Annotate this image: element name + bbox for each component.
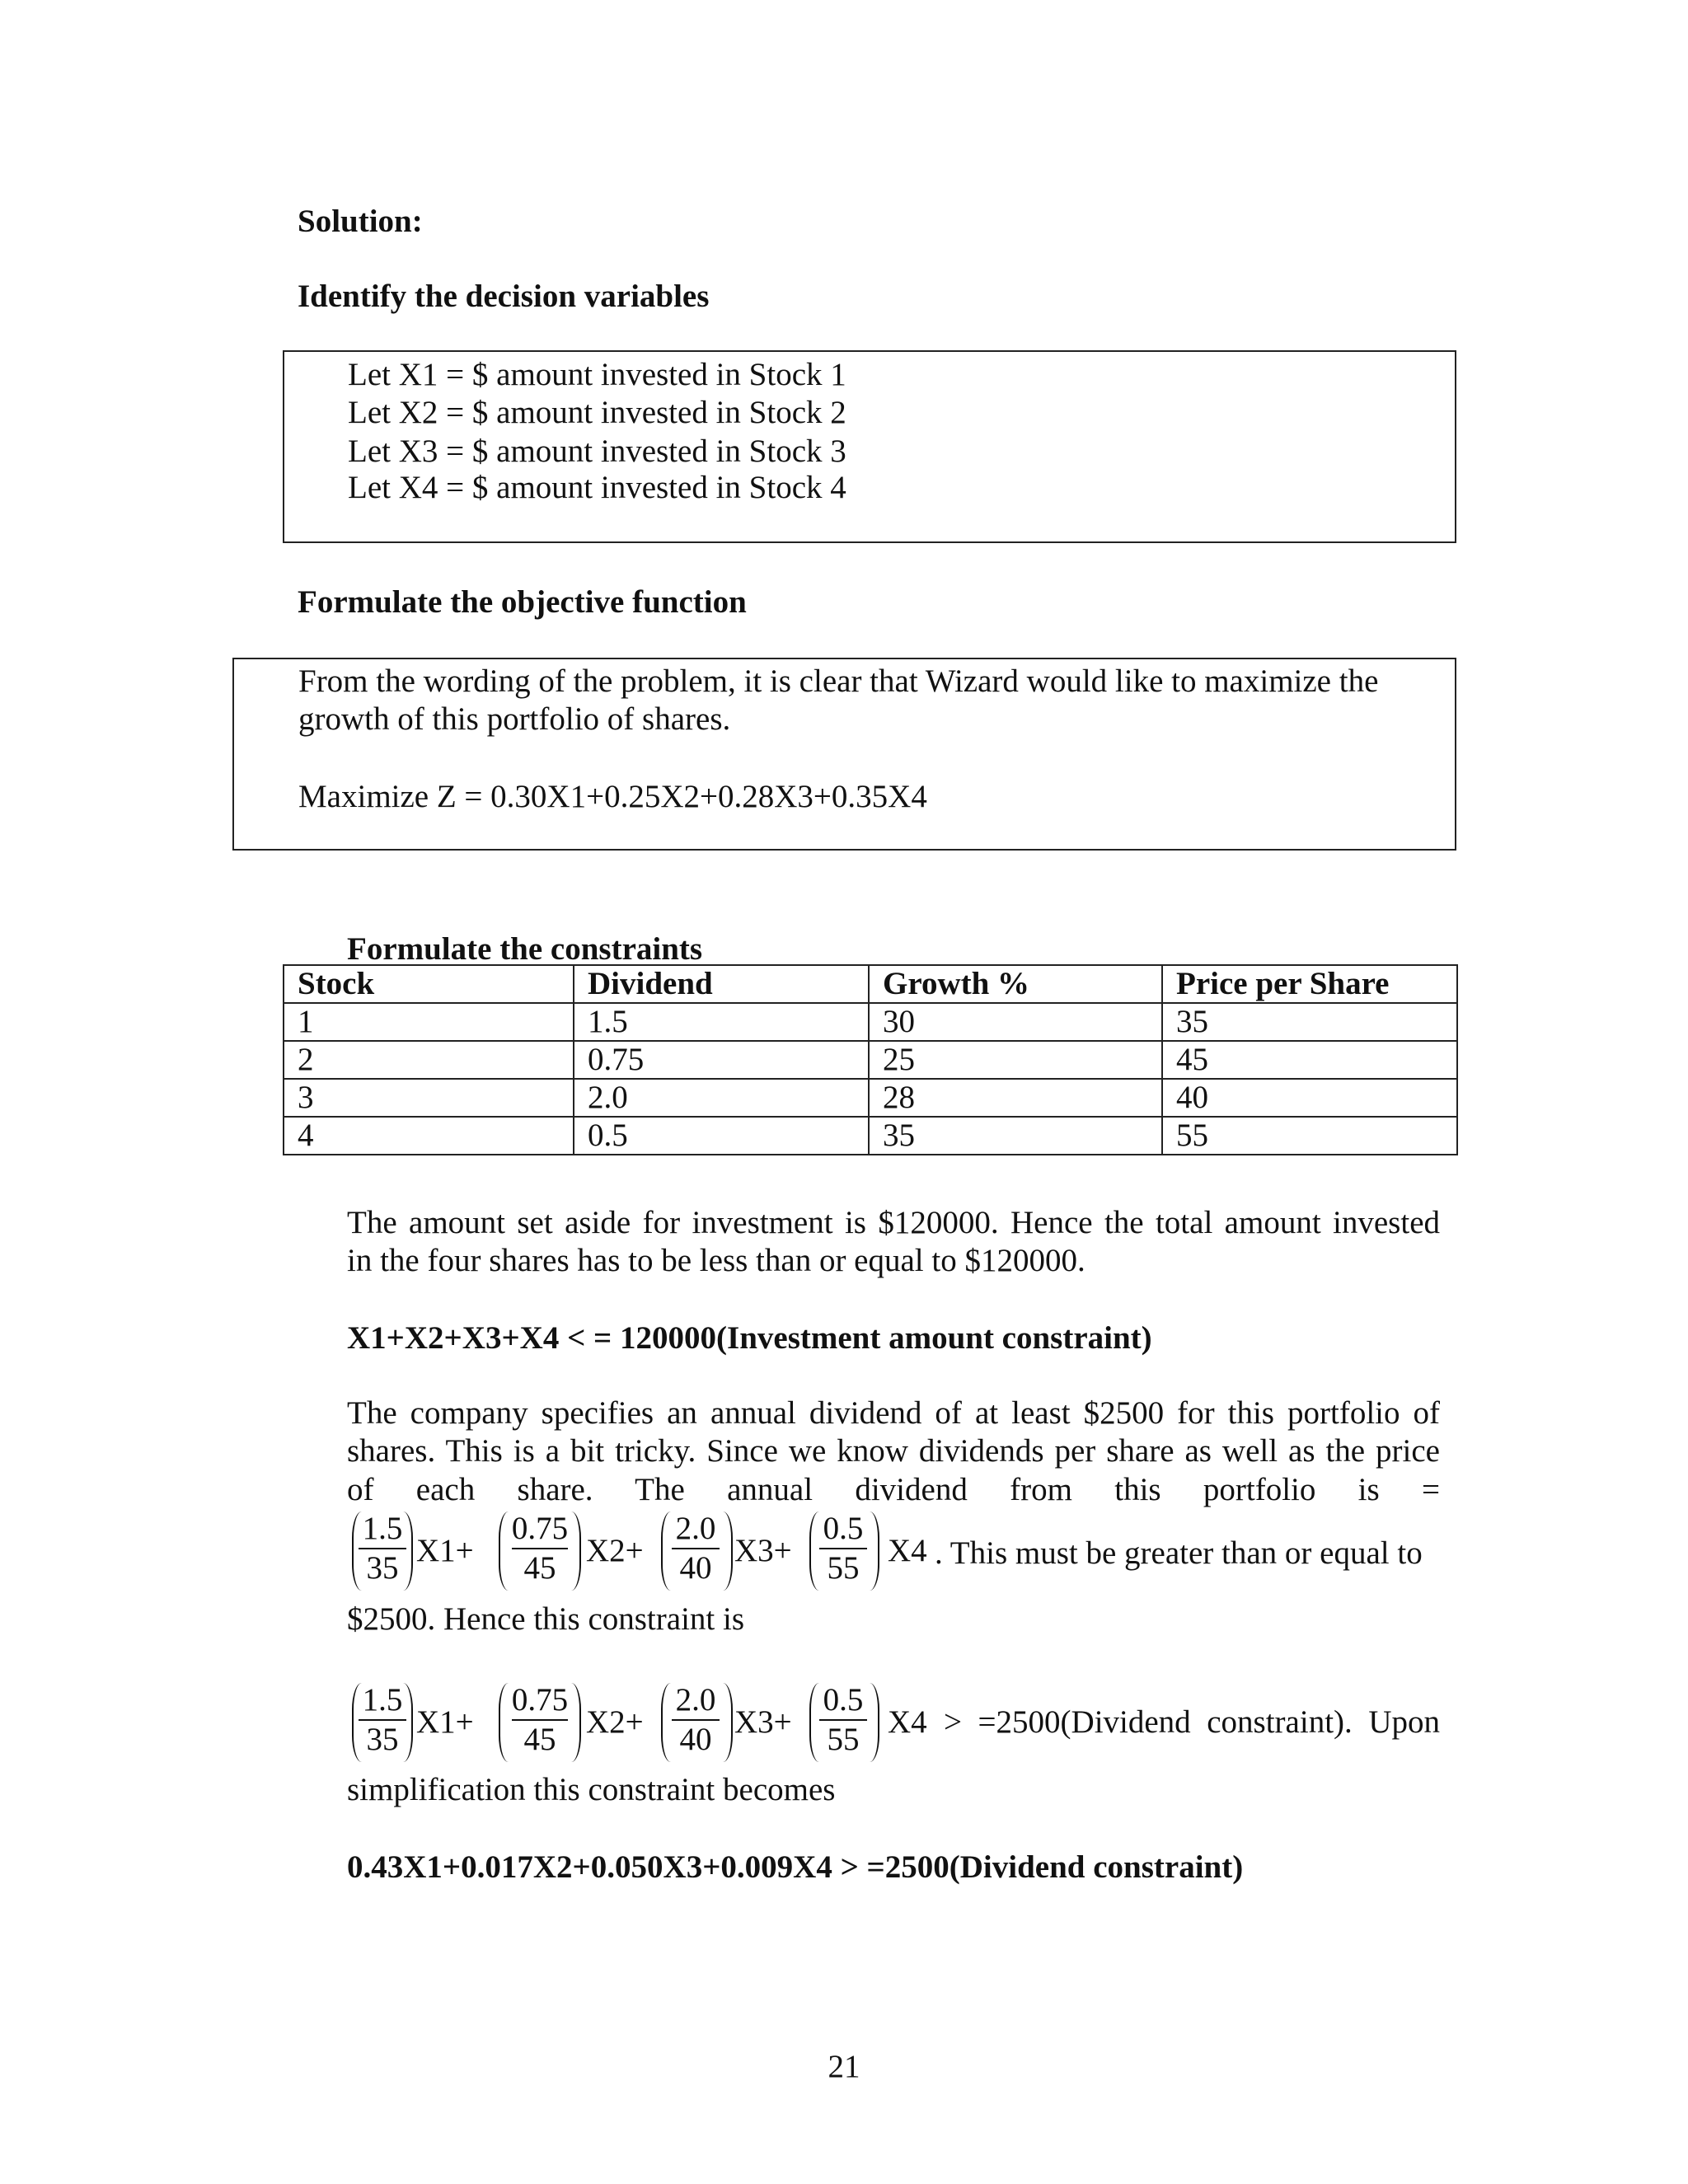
fraction-2 [507,1511,573,1586]
objective-text-line2: growth of this portfolio of shares. [298,701,731,737]
right-paren [723,1683,733,1762]
dividend-text-line1: The company specifies an annual dividend of at least $2500 for this portfolio of [347,1395,1440,1431]
denominator: 55 [827,1722,860,1757]
denominator: 55 [827,1550,860,1586]
table-cell: 40 [1162,1079,1457,1117]
objective-formula: Maximize Z = 0.30X1+0.25X2+0.28X3+0.35X4 [298,779,927,814]
table-header-row [284,965,1457,1003]
right-paren [403,1511,413,1591]
table-row [284,1041,1457,1079]
fraction-3 [667,1683,724,1757]
decision-variable-x3: Let X3 = $ amount invested in Stock 3 [348,434,846,469]
variable-x1: X1+ [416,1533,474,1568]
table-cell: 35 [1162,1003,1457,1041]
decision-variable-x4: Let X4 = $ amount invested in Stock 4 [348,470,846,505]
header-stock: Stock [284,965,574,1003]
variable-x1: X1+ [416,1704,474,1740]
decision-variables-heading: Identify the decision variables [298,279,710,314]
dividend-text-line6: > =2500(Dividend constraint). Upon [944,1704,1440,1740]
dividend-text-line5: $2500. Hence this constraint is [347,1601,744,1637]
table-cell: 1.5 [574,1003,869,1041]
dividend-text-line2: shares. This is a bit tricky. Since we know dividends per share as well as the price [347,1433,1440,1469]
solution-heading: Solution: [298,204,423,239]
dividend-text-line4: . This must be greater than or equal to [935,1535,1423,1571]
numerator: 1.5 [362,1511,403,1546]
numerator: 2.0 [675,1511,716,1546]
investment-text-line2: in the four shares has to be less than or equal to $120000. [347,1243,1085,1278]
table-row [284,1003,1457,1041]
investment-constraint: X1+X2+X3+X4 < = 120000(Investment amount constraint) [347,1320,1152,1356]
table-cell: 3 [284,1079,574,1117]
table-row [284,1079,1457,1117]
table-cell: 30 [869,1003,1162,1041]
denominator: 40 [679,1550,712,1586]
fraction-2 [507,1683,573,1757]
fraction-4 [814,1511,872,1586]
stock-table [283,964,1458,1155]
denominator: 45 [523,1722,556,1757]
table-cell: 2.0 [574,1079,869,1117]
right-paren [870,1511,879,1591]
header-growth: Growth % [869,965,1162,1003]
header-dividend: Dividend [574,965,869,1003]
decision-variable-x2: Let X2 = $ amount invested in Stock 2 [348,395,846,430]
numerator: 0.75 [511,1511,569,1546]
denominator: 35 [366,1550,399,1586]
table-cell: 1 [284,1003,574,1041]
right-paren [571,1683,581,1762]
page-number: 21 [828,2049,860,2084]
table-cell: 45 [1162,1041,1457,1079]
fraction-4 [814,1683,872,1757]
fraction-3 [667,1511,724,1586]
table-cell: 4 [284,1117,574,1155]
decision-variables-box [283,350,1456,543]
table-cell: 0.75 [574,1041,869,1079]
numerator: 2.0 [675,1682,716,1718]
objective-text-line1: From the wording of the problem, it is clear that Wizard would like to maximize the [298,663,1379,699]
header-price: Price per Share [1162,965,1457,1003]
table-cell: 28 [869,1079,1162,1117]
right-paren [723,1511,733,1591]
final-dividend-constraint: 0.43X1+0.017X2+0.050X3+0.009X4 > =2500(Dividend constraint) [347,1849,1244,1885]
table-cell: 35 [869,1117,1162,1155]
dividend-text-line7: simplification this constraint becomes [347,1772,836,1807]
variable-x4: X4 [888,1704,927,1740]
denominator: 35 [366,1722,399,1757]
table-cell: 25 [869,1041,1162,1079]
right-paren [571,1511,581,1591]
numerator: 0.5 [823,1511,864,1546]
variable-x2: X2+ [586,1533,644,1568]
variable-x4: X4 [888,1533,927,1568]
objective-heading: Formulate the objective function [298,584,747,620]
table-cell: 0.5 [574,1117,869,1155]
dividend-text-line3: of each share. The annual dividend from this portfolio is = [347,1472,1440,1507]
constraints-heading: Formulate the constraints [347,931,703,967]
variable-x3: X3+ [734,1704,792,1740]
table-cell: 2 [284,1041,574,1079]
variable-x2: X2+ [586,1704,644,1740]
right-paren [870,1683,879,1762]
right-paren [403,1683,413,1762]
numerator: 0.75 [511,1682,569,1718]
objective-box [232,658,1456,851]
numerator: 0.5 [823,1682,864,1718]
table-cell: 55 [1162,1117,1457,1155]
variable-x3: X3+ [734,1533,792,1568]
denominator: 45 [523,1550,556,1586]
investment-text-line1: The amount set aside for investment is $120000. Hence the total amount invested [347,1205,1440,1240]
numerator: 1.5 [362,1682,403,1718]
decision-variable-x1: Let X1 = $ amount invested in Stock 1 [348,357,846,392]
denominator: 40 [679,1722,712,1757]
table-row [284,1117,1457,1155]
